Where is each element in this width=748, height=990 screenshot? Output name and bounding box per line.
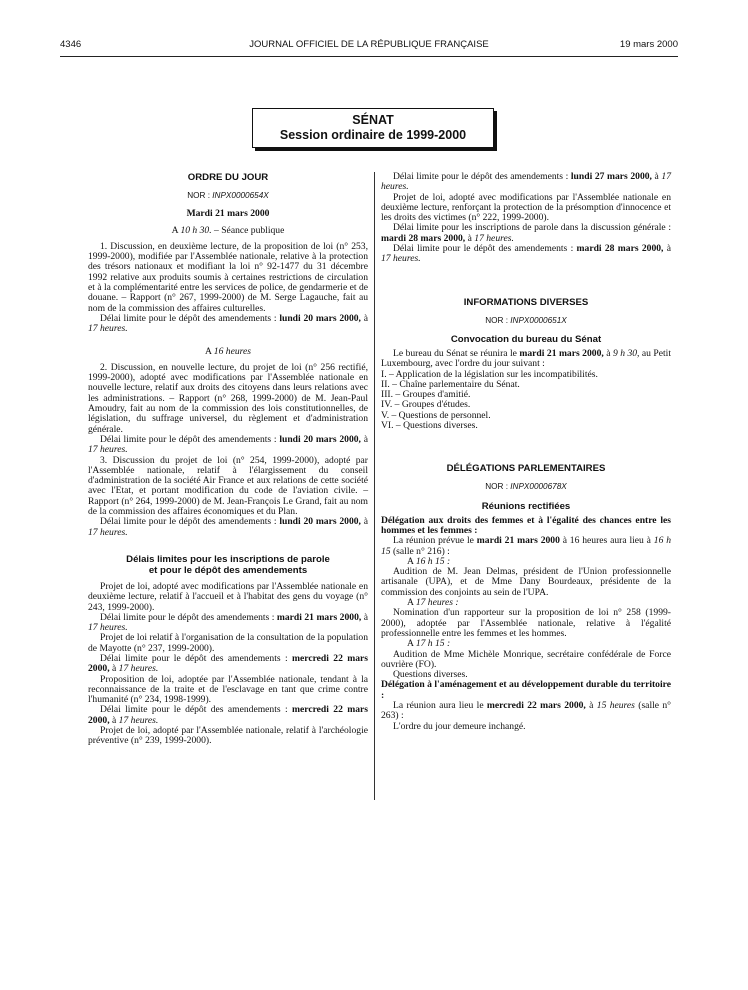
delais-item-2-delai: Délai limite pour le dépôt des amendements : mercredi 22 mars 2000, à 17 heures. [88, 652, 368, 675]
delegation-2-ordre: L'ordre du jour demeure inchangé. [393, 720, 526, 732]
right-column [381, 172, 671, 732]
date-title: Mardi 21 mars 2000 [186, 208, 270, 220]
reunions-title: Réunions rectifiées [481, 500, 571, 512]
page-number: 4346 [60, 39, 82, 50]
right-delai-amendements: Délai limite pour le dépôt des amendements : mardi 28 mars 2000, à 17 heures. [381, 243, 671, 265]
delegation-1-reunion: La réunion prévue le mardi 21 mars 2000 à 16 heures aura lieu à 16 h 15 (salle n° 216) : [381, 535, 671, 557]
right-projet-innocence: Projet de loi, adopté avec modifications par l'Assemblée nationale en deuxième lecture, renforçant la protection de la présomption d'innocence et les droits des victimes (n° 222, 1999-2000). [381, 191, 671, 224]
column-divider [374, 172, 375, 800]
convocation-title: Convocation du bureau du Sénat [450, 333, 602, 345]
ordre-du-jour-title: ORDRE DU JOUR [187, 172, 269, 183]
delais-title-2: et pour le dépôt des amendements [148, 564, 308, 576]
agenda-item-3-delai: Délai limite pour le dépôt des amendements : lundi 20 mars 2000, à 17 heures. [88, 516, 368, 538]
delais-item-1-delai: Délai limite pour le dépôt des amendements : mardi 21 mars 2000, à 17 heures. [88, 611, 368, 634]
nor-line: NOR : INPX0000654X [187, 191, 269, 200]
delais-item-3-delai: Délai limite pour le dépôt des amendements : mercredi 22 mars 2000, à 17 heures. [88, 704, 368, 726]
convocation-item: V. – Questions de personnel. [381, 409, 491, 421]
convocation-item: III. – Groupes d'amitié. [381, 389, 471, 401]
agenda-item-2-delai: Délai limite pour le dépôt des amendements : lundi 20 mars 2000, à 17 heures. [88, 433, 368, 456]
agenda-item-2: 2. Discussion, en nouvelle lecture, du projet de loi (n° 256 rectifié, 1999-2000), adopté avec modifications par l'Assemblée nationale en nouvelle lecture, relatif aux droits des citoyens dans leurs relations avec les administrations. – Rapport (n° 268, 1999-2000) de M. Jean-Paul Amoudry, fait au nom de la commission des lois constitutionnelles, de législation, du suffrage universel, du règlement et d'administration générale. [88, 361, 368, 435]
convocation-item: IV. – Groupes d'études. [381, 399, 471, 411]
agenda-item-1: 1. Discussion, en deuxième lecture, de la proposition de loi (n° 253, 1999-2000), modifiée par l'Assemblée nationale, relative à la protection des trésors nationaux et modifiant la loi n° 92-1477 du 31 décembre 1992 relative aux produits soumis à certaines restrictions de circulation et à la complémentarité entre les services de police, de gendarmerie et de douane. – Rapport (n° 267, 1999-2000) de M. Serge Lagauche, fait au nom de la commission des affaires culturelles. [88, 240, 368, 314]
session-time-1: A 10 h 30. – Séance publique [171, 224, 285, 236]
delegation-2-title: Délégation à l'aménagement et au développement durable du territoire : [381, 679, 671, 701]
delais-item-2: Projet de loi relatif à l'organisation de la consultation de la population de Mayotte (n° 237, 1999-2000). [88, 632, 368, 654]
senat-title-box [252, 108, 494, 148]
delegation-1-time-1: A 16 h 15 : [407, 555, 451, 567]
right-delai-parole: Délai limite pour les inscriptions de parole dans la discussion générale : mardi 28 mars 2000, à 17 heures. [381, 222, 671, 244]
agenda-item-3: 3. Discussion du projet de loi (n° 254, 1999-2000), adopté par l'Assemblée nationale, relatif à l'élargissement du conseil d'administration de la société Air France et aux relations de cette société avec l'Etat, et portant modification du code de l'aviation civile. – Rapport (n° 264, 1999-2000) de M. Jean-François Le Grand, fait au nom de la commission des affaires économiques et du Plan. [88, 454, 368, 518]
deleg-nor-line: NOR : INPX0000678X [485, 482, 567, 492]
delegation-1-nomination: Nomination d'un rapporteur sur la proposition de loi n° 258 (1999-2000), adoptée par l'Assemblée nationale, relative à l'égalité professionnelle entre les femmes et les hommes. [381, 607, 671, 639]
delais-item-3: Proposition de loi, adoptée par l'Assemblée nationale, tendant à la reconnaissance de la traite et de l'esclavage en tant que crime contre l'humanité (n° 234, 1998-1999). [88, 673, 368, 706]
delegations-title: DÉLÉGATIONS PARLEMENTAIRES [446, 463, 606, 475]
issue-date: 19 mars 2000 [619, 39, 678, 50]
delegation-1-audition-2: Audition de Mme Michèle Monrique, secrétaire confédérale de Force ouvrière (FO). [381, 648, 671, 670]
session-title: Session ordinaire de 1999-2000 [279, 128, 467, 142]
delais-item-4: Projet de loi, adopté par l'Assemblée nationale, relatif à l'archéologie préventive (n° 239, 1999-2000). [88, 725, 368, 747]
delais-title-1: Délais limites pour les inscriptions de parole [126, 553, 330, 565]
delegation-2-reunion: La réunion aura lieu le mercredi 22 mars 2000, à 15 heures (salle n° 263) : [381, 699, 672, 722]
convocation-item: II. – Chaîne parlementaire du Sénat. [381, 378, 520, 390]
delegation-1-time-2: A 17 heures : [407, 597, 459, 609]
right-delai-1: Délai limite pour le dépôt des amendements : lundi 27 mars 2000, à 17 heures. [381, 171, 671, 193]
header-rule [60, 56, 678, 57]
left-column [88, 172, 368, 747]
info-nor-line: NOR : INPX0000651X [485, 315, 567, 325]
informations-title: INFORMATIONS DIVERSES [463, 296, 589, 308]
session-time-2: A 16 heures [204, 345, 252, 357]
agenda-item-1-delai: Délai limite pour le dépôt des amendements : lundi 20 mars 2000, à 17 heures. [88, 312, 368, 335]
delais-item-1: Projet de loi, adopté avec modifications par l'Assemblée nationale en deuxième lecture, relatif à l'accueil et à l'habitat des gens du voyage (n° 243, 1999-2000). [88, 580, 368, 613]
convocation-item: I. – Application de la législation sur les incompatibilités. [381, 368, 598, 380]
page-header [60, 39, 678, 53]
delegation-1-time-3: A 17 h 15 : [407, 638, 451, 650]
delegation-1-audition-1: Audition de M. Jean Delmas, président de l'Union professionnelle artisanale (UPA), et de Mme Dany Bourdeaux, présidente de la commission des conjoints au sein de l'UPA. [381, 566, 671, 598]
delegation-1-questions: Questions diverses. [393, 669, 468, 681]
delegation-1-title: Délégation aux droits des femmes et à l'égalité des chances entre les hommes et les femmes : [381, 514, 671, 536]
journal-title: JOURNAL OFFICIEL DE LA RÉPUBLIQUE FRANÇAISE [249, 39, 489, 50]
senat-title: SÉNAT [352, 113, 394, 127]
convocation-text: Le bureau du Sénat se réunira le mardi 21 mars 2000, à 9 h 30, au Petit Luxembourg, avec l'ordre du jour suivant : [381, 347, 671, 370]
convocation-item: VI. – Questions diverses. [381, 420, 478, 432]
